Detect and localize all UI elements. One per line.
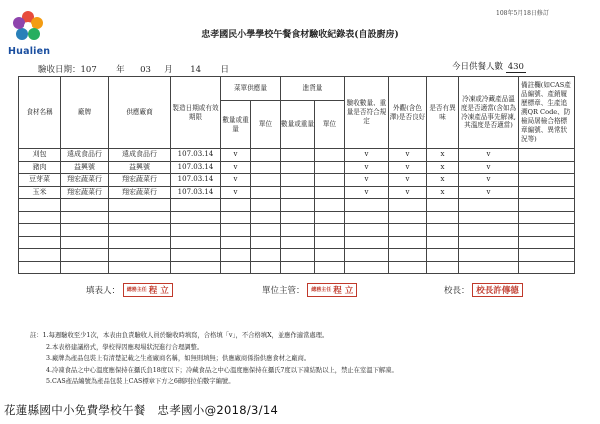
note-line: 4.冷凍食品之中心溫度應保持在攝氏負18度以下；冷藏食品之中心溫度應保持在攝氏7度以下凍結點以上，禁止在室溫下解凍。 (46, 366, 398, 374)
cell-food: 豆芽菜 (19, 174, 61, 187)
cell-veg-unit (251, 186, 281, 199)
cell-appearance: v (389, 161, 427, 174)
date-year-unit: 年 (116, 65, 125, 75)
note-line: 3.廠牌為產品包裝上有清楚記載之生產廠商名稱，如無則填無；供應廠商係指供應食材之廠商。 (46, 355, 311, 362)
notes-section (30, 330, 576, 388)
date-day-unit: 日 (220, 65, 229, 75)
filler-label: 填表人： (86, 286, 121, 296)
header-frozen: 冷凍或冷藏產品溫度是否適當(含如為冷凍產品事先解凍,其溫度是否適當) (459, 77, 519, 149)
cell-supplier: 遠成食品行 (109, 149, 171, 162)
meal-count-value: 430 (507, 62, 524, 72)
table-row (19, 149, 575, 162)
cell-in-qty (281, 161, 315, 174)
cell-date: 107.03.14 (171, 161, 221, 174)
empty-row (19, 249, 575, 262)
page-title: 忠孝國民小學學校午餐食材驗收紀錄表(自設廚房) (201, 30, 399, 40)
supervisor-stamp: 總務主任 程 立 (307, 283, 357, 297)
empty-row (19, 224, 575, 237)
cell-date: 107.03.14 (171, 186, 221, 199)
hualien-flower-logo-icon (10, 8, 46, 44)
note-line: 2.本表格建議格式，學校得因應現場狀況進行合理調整。 (46, 343, 204, 351)
filler-stamp: 總務主任 程 立 (123, 283, 173, 297)
cell-notes (519, 186, 575, 199)
cell-notes (519, 174, 575, 187)
empty-row (19, 261, 575, 274)
cell-check: v (345, 149, 389, 162)
header-supplier: 供應廠商 (109, 77, 171, 149)
cell-odor: x (427, 161, 459, 174)
cell-supplier: 翔宏蔬菜行 (109, 186, 171, 199)
header-veg-group: 菜單供應量 (221, 77, 281, 101)
cell-in-unit (315, 174, 345, 187)
cell-appearance: v (389, 149, 427, 162)
cell-date: 107.03.14 (171, 149, 221, 162)
table-row (19, 186, 575, 199)
header-food-name: 食材名稱 (19, 77, 61, 149)
cell-frozen: v (459, 174, 519, 187)
header-check-qty: 驗收數量、重量是否符合規定 (345, 77, 389, 149)
header-brand: 廠牌 (61, 77, 109, 149)
cell-in-unit (315, 149, 345, 162)
cell-in-qty (281, 149, 315, 162)
cell-appearance: v (389, 174, 427, 187)
empty-row (19, 211, 575, 224)
cell-supplier: 益興號 (109, 161, 171, 174)
header-mfg-date: 製造日期或有效期限 (171, 77, 221, 149)
header-notes: 備註欄(如CAS產品編號、產銷履歷標章、生產追溯QR Code、防檢局屠檢合格標章編號、異常狀況等) (519, 77, 575, 149)
cell-in-unit (315, 186, 345, 199)
cell-brand: 翔宏蔬菜行 (61, 174, 109, 187)
cell-supplier: 翔宏蔬菜行 (109, 174, 171, 187)
meal-count-label: 今日供餐人數 (452, 62, 504, 72)
cell-veg-unit (251, 174, 281, 187)
table-row (19, 174, 575, 187)
cell-food: 刈包 (19, 149, 61, 162)
empty-row (19, 199, 575, 212)
cell-frozen: v (459, 149, 519, 162)
meal-count (452, 60, 526, 72)
header-veg-qty: 數量或重量 (221, 101, 251, 149)
cell-veg-qty: v (221, 174, 251, 187)
cell-frozen: v (459, 161, 519, 174)
cell-odor: x (427, 186, 459, 199)
header-inbound-group: 進貨量 (281, 77, 345, 101)
principal-label: 校長： (444, 286, 470, 296)
cell-veg-unit (251, 161, 281, 174)
header-in-qty: 數量或重量 (281, 101, 315, 149)
header-veg-unit: 單位 (251, 101, 281, 149)
cell-veg-qty: v (221, 149, 251, 162)
inspection-table (18, 76, 575, 274)
cell-check: v (345, 161, 389, 174)
cell-frozen: v (459, 186, 519, 199)
principal-signature (444, 283, 523, 297)
cell-veg-qty: v (221, 161, 251, 174)
header-in-unit: 單位 (315, 101, 345, 149)
table-row (19, 161, 575, 174)
supervisor-label: 單位主管： (262, 286, 305, 296)
note-line: 5.CAS產品編號為產品包裝上CAS標章下方之6碼阿拉伯數字編號。 (46, 378, 235, 385)
principal-stamp: 校長許傳德 (472, 283, 523, 297)
cell-brand: 翔宏蔬菜行 (61, 186, 109, 199)
cell-food: 玉米 (19, 186, 61, 199)
brand-wordmark: Hualien (8, 46, 51, 57)
cell-odor: x (427, 149, 459, 162)
empty-row (19, 236, 575, 249)
date-month-unit: 月 (164, 65, 173, 75)
cell-notes (519, 149, 575, 162)
cell-odor: x (427, 174, 459, 187)
date-month: 03 (140, 65, 151, 75)
cell-check: v (345, 186, 389, 199)
header-odor: 是否有異味 (427, 77, 459, 149)
filler-signature (86, 283, 173, 297)
cell-check: v (345, 174, 389, 187)
cell-in-unit (315, 161, 345, 174)
cell-food: 豬肉 (19, 161, 61, 174)
supervisor-signature (262, 283, 357, 297)
cell-in-qty (281, 174, 315, 187)
cell-brand: 益興號 (61, 161, 109, 174)
header-appearance: 外觀(含色澤)是否良好 (389, 77, 427, 149)
footer-caption: 花蓮縣國中小免費學校午餐 忠孝國小@2018/3/14 (4, 403, 279, 417)
date-day: 14 (190, 65, 202, 75)
inspection-date (38, 63, 229, 75)
cell-in-qty (281, 186, 315, 199)
cell-brand: 遠成食品行 (61, 149, 109, 162)
cell-appearance: v (389, 186, 427, 199)
cell-notes (519, 161, 575, 174)
cell-veg-qty: v (221, 186, 251, 199)
cell-date: 107.03.14 (171, 174, 221, 187)
date-label: 驗收日期：107 (38, 65, 97, 75)
revision-note: 108年5月18日修訂 (496, 10, 549, 17)
cell-veg-unit (251, 149, 281, 162)
note-line: 註：1.每週驗收至少1次，本表由負責驗收人員於驗收時填寫，合格填「v」，不合格填X，並應作適當處理。 (30, 332, 329, 339)
